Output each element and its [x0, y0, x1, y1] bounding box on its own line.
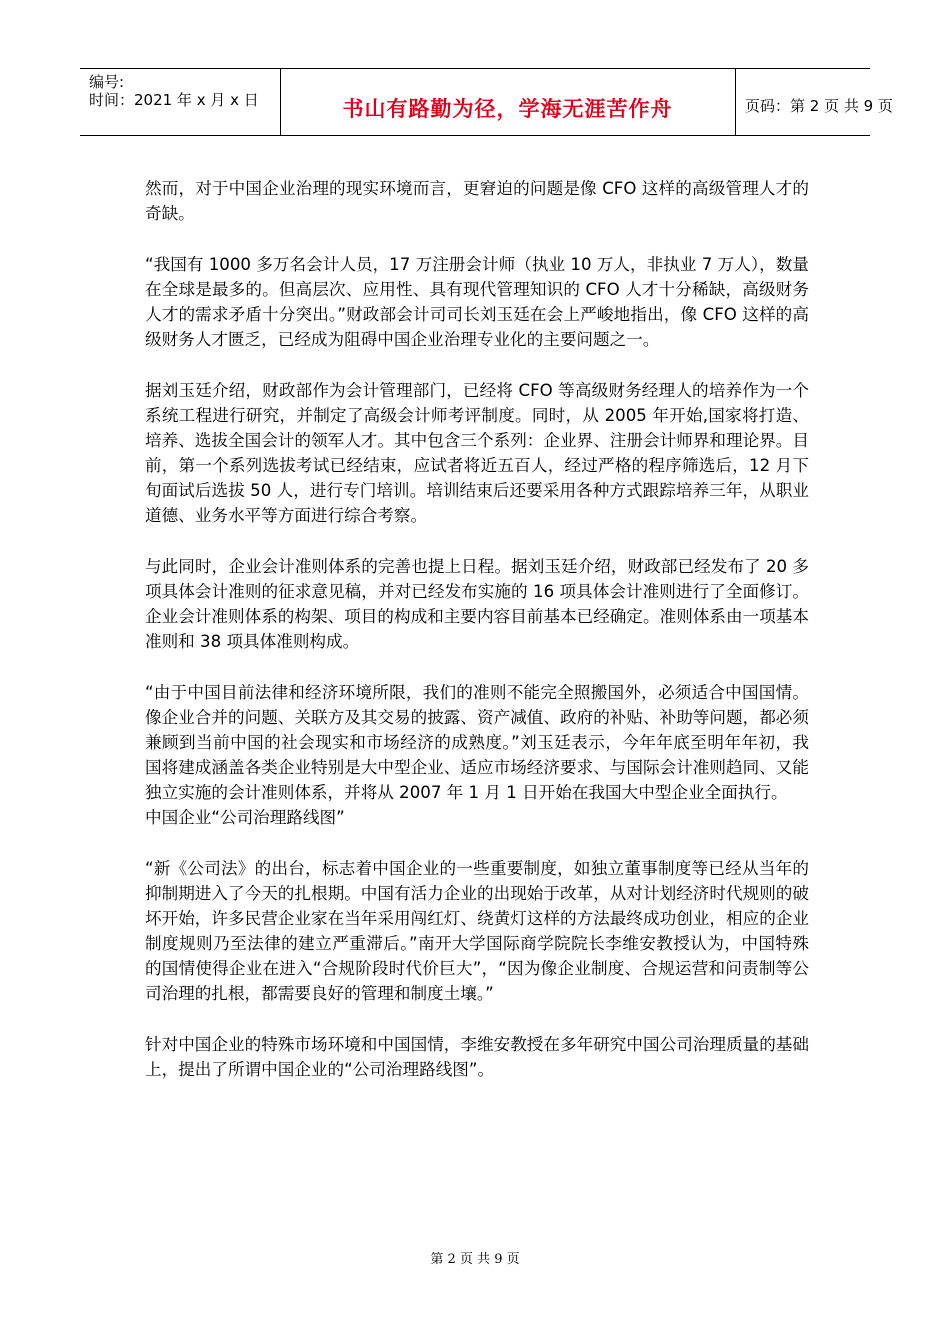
body-paragraph-2: “我国有 1000 多万名会计人员，17 万注册会计师（执业 10 万人，非执业 7 万人），数量在全球是最多的。但高层次、应用性、具有现代管理知识的 CFO 人才十分稀缺，高级财务人才的需求矛盾十分突出。”财政部会计司司长刘玉廷在会上严峻地指出，像 CFO 这样的高级财务人才匮乏，已经成为阻碍中国企业治理专业化的主要问题之一。: [145, 255, 809, 349]
body-paragraph-1: 然而，对于中国企业治理的现实环境而言，更窘迫的问题是像 CFO 这样的高级管理人才的奇缺。: [145, 179, 809, 223]
body-paragraph-4: 与此同时，企业会计准则体系的完善也提上日程。据刘玉廷介绍，财政部已经发布了 20 多项具体会计准则的征求意见稿，并对已经发布实施的 16 项具体会计准则进行了全面修订。企业会计准则体系的构架、项目的构成和主要内容目前基本已经确定。准则体系由一项基本准则和 38 项具体准则构成。: [145, 557, 809, 651]
header-meta-cell: [80, 69, 281, 135]
page-footer: 第 2 页 共 9 页: [430, 1252, 520, 1267]
header-motto-cell: [280, 69, 736, 135]
document-date-label: 时间：2021 年 x 月 x 日: [89, 91, 259, 109]
header-page-cell: [735, 69, 893, 135]
document-body: [145, 176, 809, 1108]
page-header: [80, 68, 893, 136]
section-heading: 中国企业“公司治理路线图”: [145, 808, 345, 827]
document-code-label: 编号:: [89, 73, 125, 91]
body-paragraph-5: “由于中国目前法律和经济环境所限，我们的准则不能完全照搬国外，必须适合中国国情。像企业合并的问题、关联方及其交易的披露、资产减值、政府的补贴、补助等问题，都必须兼顾到当前中国的社会现实和市场经济的成熟度。”刘玉廷表示，今年年底至明年年初，我国将建成涵盖各类企业特别是大中型企业、适应市场经济要求、与国际会计准则趋同、又能独立实施的会计准则体系，并将从 2007 年 1 月 1 日开始在我国大中型企业全面执行。: [145, 683, 809, 802]
header-motto: 书山有路勤为径，学海无涯苦作舟: [342, 97, 673, 121]
body-paragraph-3: 据刘玉廷介绍，财政部作为会计管理部门，已经将 CFO 等高级财务经理人的培养作为一个系统工程进行研究，并制定了高级会计师考评制度。同时，从 2005 年开始,国家将打造、培养、选拔全国会计的领军人才。其中包含三个系列：企业界、注册会计师界和理论界。目前，第一个系列选拔考试已经结束，应试者将近五百人，经过严格的程序筛选后，12 月下旬面试后选拔 50 人，进行专门培训。培训结束后还要采用各种方式跟踪培养三年，从职业道德、业务水平等方面进行综合考察。: [145, 381, 809, 525]
header-page-number: 页码：第 2 页 共 9 页: [745, 97, 893, 115]
body-paragraph-6: “新《公司法》的出台，标志着中国企业的一些重要制度，如独立董事制度等已经从当年的抑制期进入了今天的扎根期。中国有活力企业的出现始于改革，从对计划经济时代规则的破坏开始，许多民营企业家在当年采用闯红灯、绕黄灯这样的方法最终成功创业，相应的企业制度规则乃至法律的建立严重滞后。”南开大学国际商学院院长李维安教授认为，中国特殊的国情使得企业在进入“合规阶段时代价巨大”，“因为像企业制度、合规运营和问责制等公司治理的扎根，都需要良好的管理和制度土壤。”: [145, 859, 809, 1003]
body-paragraph-7: 针对中国企业的特殊市场环境和中国国情，李维安教授在多年研究中国公司治理质量的基础上，提出了所谓中国企业的“公司治理路线图”。: [145, 1035, 809, 1079]
